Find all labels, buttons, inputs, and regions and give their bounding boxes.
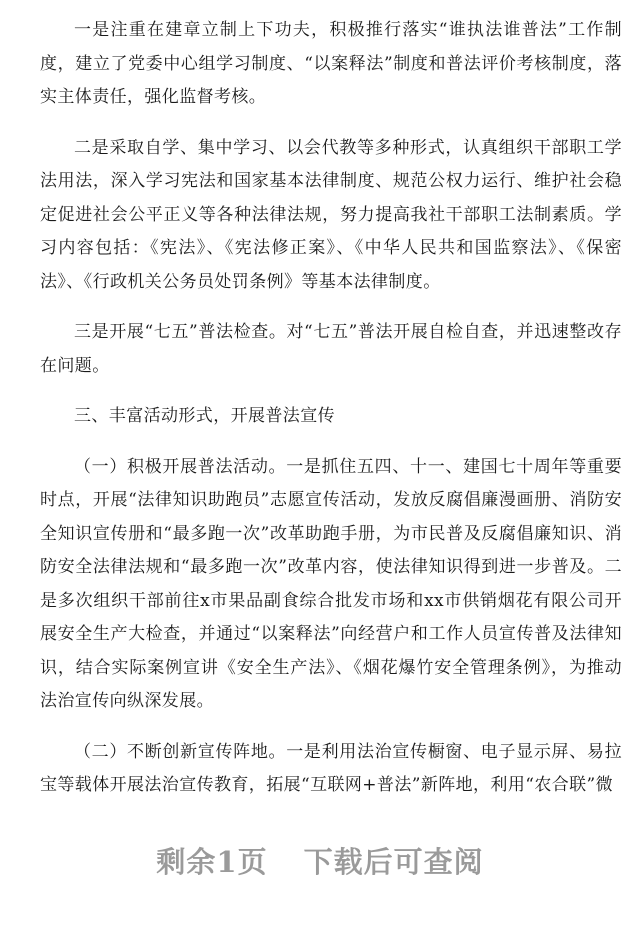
paragraph-3: 三是开展“七五”普法检查。对“七五”普法开展自检自查，并迅速整改存在问题。	[40, 322, 622, 376]
remaining-pages-label: 剩余1页	[156, 845, 268, 879]
download-prompt-link[interactable]: 下载后可查阅	[303, 845, 484, 879]
document-page	[40, 14, 622, 820]
paragraph-1: 一是注重在建章立制上下功夫，积极推行落实“谁执法谁普法”工作制度，建立了党委中心组学习制度、“以案释法”制度和普法评价考核制度，落实主体责任，强化监督考核。	[40, 20, 622, 107]
section-heading: 三、丰富活动形式，开展普法宣传	[74, 406, 335, 426]
paragraph-2: 二是采取自学、集中学习、以会代教等多种形式，认真组织干部职工学法用法，深入学习宪法和国家基本法律制度、规范公权力运行、维护社会稳定促进社会公平正义等各种法律法规，努力提高我社干部职工法制素质。学习内容包括：《宪法》、《宪法修正案》、《中华人民共和国监察法》、《保密法》、《行政机关公务员处罚条例》等基本法律制度。	[40, 137, 622, 292]
paragraph-4: （一）积极开展普法活动。一是抓住五四、十一、建国七十周年等重要时点，开展“法律知识助跑员”志愿宣传活动，发放反腐倡廉漫画册、消防安全知识宣传册和“最多跑一次”改革助跑手册，为市民普及反腐倡廉知识、消防安全法律法规和“最多跑一次”改革内容，使法律知识得到进一步普及。二是多次组织干部前往x市果品副食综合批发市场和xx市供销烟花有限公司开展安全生产大检查，并通过“以案释法”向经营户和工作人员宣传普及法律知识，结合实际案例宣讲《安全生产法》、《烟花爆竹安全管理条例》，为推动法治宣传向纵深发展。	[40, 456, 622, 711]
paragraph-5: （二）不断创新宣传阵地。一是利用法治宣传橱窗、电子显示屏、易拉宝等载体开展法治宣传教育，拓展“互联网+普法”新阵地，利用“农合联”微	[40, 741, 622, 795]
remaining-pages-banner[interactable]	[0, 840, 640, 881]
